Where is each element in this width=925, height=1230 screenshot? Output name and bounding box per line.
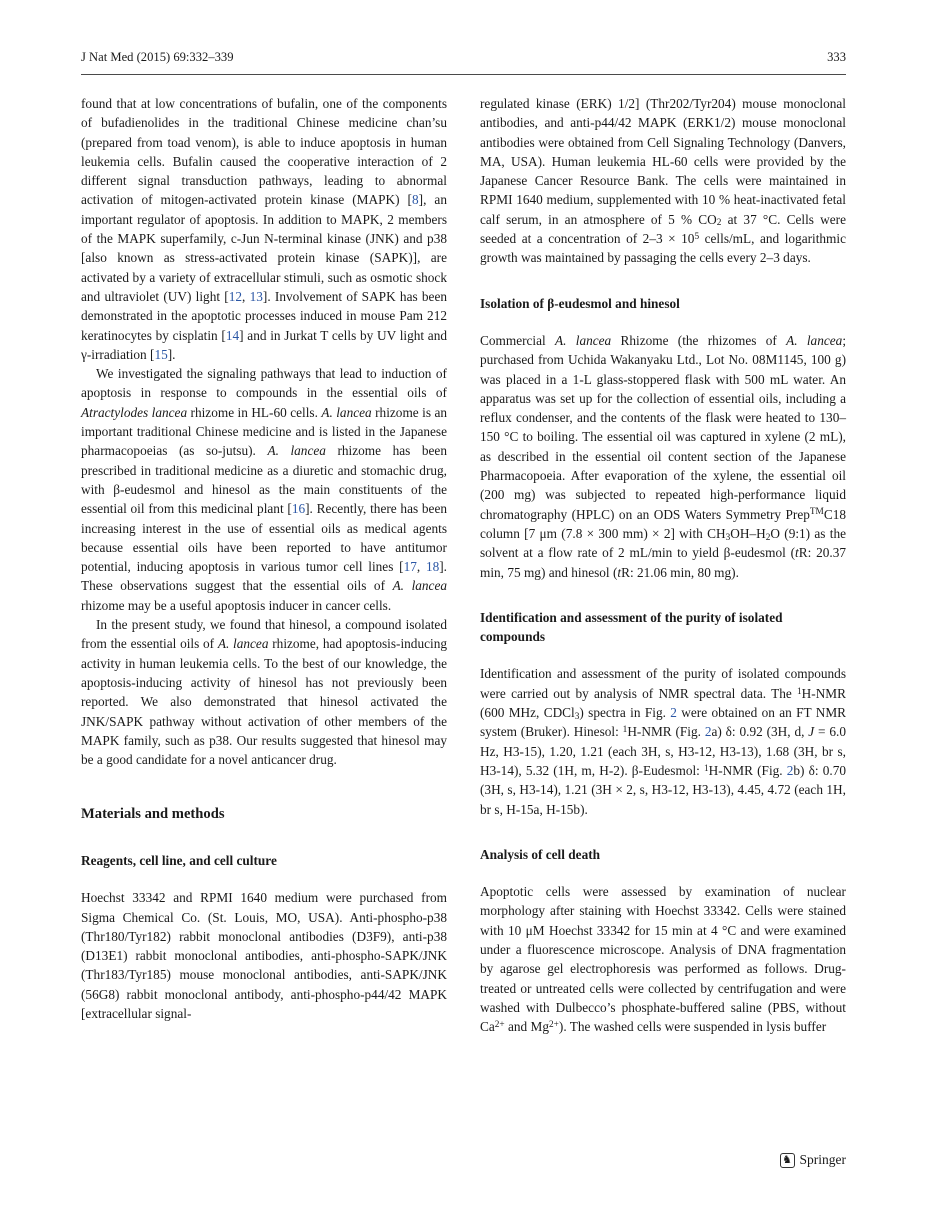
subsection-heading: Isolation of β-eudesmol and hinesol xyxy=(480,295,680,311)
superscript: 2+ xyxy=(549,1019,559,1030)
springer-wordmark: Springer xyxy=(799,1152,846,1167)
subsection-heading: Analysis of cell death xyxy=(480,846,601,862)
italic-term: t xyxy=(617,564,622,580)
superscript: 5 xyxy=(694,231,700,242)
springer-logo xyxy=(780,1152,847,1168)
italic-term: J xyxy=(808,724,815,740)
italic-term: t xyxy=(795,545,799,561)
superscript: 1 xyxy=(704,763,709,774)
superscript: TM xyxy=(809,507,824,518)
subscript: 2 xyxy=(716,218,722,229)
two-column-body xyxy=(81,94,846,1036)
italic-term: A. lancea xyxy=(217,636,269,652)
journal-header xyxy=(81,0,846,75)
italic-term: A. lancea xyxy=(392,578,448,594)
italic-term: A. lancea xyxy=(786,332,843,348)
paragraph: regulated kinase (ERK) 1/2] (Thr202/Tyr204) mouse monoclonal antibodies, and anti-p44/42 MAPK (ERK1/2) mouse monoclonal antibodies were obtained from Cell Signaling Technology (Danvers, MA, USA). Human leukemia HL-60 cells were provided by the Japanese Cancer Resource Bank. The cells were maintained in RPMI 1640 medium, supplemented with 10 % heat-inactivated fetal calf serum, in an atmosphere of 5 % $CO_2$ at 37 °C. Cells were seeded at a concentration of $2-3 \times 10^5$ cells/mL, and logarithmic growth was maintained by passaging the cells every 2–3 days. xyxy=(480,96,846,266)
citation-link[interactable]: 17 xyxy=(403,559,417,575)
citation-link[interactable]: 12 xyxy=(228,288,243,304)
citation-link[interactable]: 2 xyxy=(704,724,712,740)
superscript: 1 xyxy=(622,725,628,736)
subsection-heading: Reagents, cell line, and cell culture xyxy=(81,852,277,868)
journal-reference: J Nat Med (2015) 69:332–339 xyxy=(81,50,234,64)
paragraph: Hoechst 33342 and RPMI 1640 medium were purchased from Sigma Chemical Co. (St. Louis, MO, USA). Anti-phospho-p38 (Thr180/Tyr182) rabbit monoclonal antibodies (D3F9), anti-p38 (D13E1) rabbit monoclonal antibodies, anti-phospho-SAPK/JNK (Thr183/Tyr185) mouse monoclonal antibodies, anti-SAPK/JNK (56G8) rabbit monoclonal antibody, anti-phospho-p44/42 MAPK [extracellular signal- xyxy=(81,890,447,1022)
citation-link[interactable]: 18 xyxy=(425,559,440,575)
journal-page xyxy=(81,0,846,1036)
subscript: 3 xyxy=(574,711,580,722)
citation-link[interactable]: 8 xyxy=(412,192,419,208)
citation-link[interactable]: 14 xyxy=(225,327,240,343)
paragraph: Apoptotic cells were assessed by examination of nuclear morphology after staining with Hoechst 33342. Cells were stained with 10 μM Hoechst 33342 for 15 min at 4 °C and were examined under a fluorescence microscope. Analysis of DNA fragmentation by agarose gel electrophoresis was performed as follows. Drug-treated or untreated cells were collected by centrifugation and were washed with Dulbecco’s phosphate-buffered saline (PBS, without $Ca^{2+}$ and $Mg^{2+}$). The washed cells were suspended in lysis buffer xyxy=(480,884,846,1035)
citation-link[interactable]: 15 xyxy=(154,346,168,362)
citation-link[interactable]: 13 xyxy=(249,288,263,304)
citation-link[interactable]: 2 xyxy=(670,705,677,721)
paragraph: found that at low concentrations of bufalin, one of the components of bufadienolides in the traditional Chinese medicine chan’su (prepared from toad venom), is able to induce apoptosis in human leukemia cells. Bufalin caused the cooperative interaction of 2 different signal transduction pathways, leading to abnormal activation of mitogen-activated protein kinase (MAPK) [8], an important regulator of apoptosis. In addition to MAPK, 2 members of the MAPK superfamily, c-Jun N-terminal kinase (JNK) and p38 [also known as stress-activated protein kinase (SAPK)], are activated by a variety of extracellular stimuli, such as osmotic shock and ultraviolet (UV) light [12, 13]. Involvement of SAPK has been demonstrated in the apoptotic processes induced in mouse Pam 212 keratinocytes by cisplatin [14] and in Jurkat T cells by UV light and γ-irradiation [15]. xyxy=(81,96,447,362)
subscript: 3 xyxy=(725,532,731,543)
superscript: 1 xyxy=(797,686,802,697)
citation-link[interactable]: 16 xyxy=(291,501,306,517)
italic-term: Atractylodes lancea xyxy=(81,404,188,420)
paragraph: Commercial A. lancea Rhizome (the rhizomes of A. lancea; purchased from Uchida Wakanyaku Ltd., Lot No. 08M1145, 100 g) was placed in a 1-L glass-stoppered flask with 500 mL water. An apparatus was set up for the collection of essential oils, including a reflux condenser, and the contents of the flask were heated to 130–150 °C to boiling. The essential oil was captured in xylene (2 mL), as described in the essential oil content section of the Japanese Pharmacopoeia. After evaporation of the xylene, the essential oil (200 mg) was subjected to repeated high-performance liquid chromatography (HPLC) on an ODS Waters Symmetry Prep™C18 column [7 μm (7.8 × 300 mm) × 2] with $CH_3OH-H_2O$ (9:1) as the solvent at a flow rate of 2 mL/min to yield β-eudesmol (tR: 20.37 min, 75 mg) and hinesol (tR: 21.06 min, 80 mg). xyxy=(480,332,847,580)
paragraph: Identification and assessment of the purity of isolated compounds were carried out by analysis of NMR spectral data. The $^1$H-NMR (600 MHz, CDCl$_3$) spectra in Fig. 2 were obtained on an FT NMR system (Bruker). Hinesol: $^1$H-NMR (Fig. 2a) δ: 0.92 (3H, d, J = 6.0 Hz, H3-15), 1.20, 1.21 (each 3H, s, H3-12, H3-13), 1.68 (3H, br s, H3-14), 5.32 (1H, m, H-2). β-Eudesmol: $^1$H-NMR (Fig. 2b) δ: 0.70 (3H, s, H3-14), 1.21 (3H × 2, s, H3-12, H3-13), 4.45, 4.72 (each 1H, br s, H-15a, H-15b). xyxy=(480,666,847,817)
subscript: 2 xyxy=(765,532,771,543)
springer-knight-icon: ♞ xyxy=(780,1153,795,1168)
italic-term: A. lancea xyxy=(267,443,326,459)
section-heading: Materials and methods xyxy=(81,806,225,823)
subsection-heading: Identification and assessment of the purity of isolated compounds xyxy=(480,609,783,645)
italic-term: A. lancea xyxy=(321,404,372,420)
italic-term: A. lancea xyxy=(555,332,612,348)
left-column xyxy=(81,94,447,1036)
paragraph: We investigated the signaling pathways that lead to induction of apoptosis in response to compounds in the essential oils of Atractylodes lancea rhizome in HL-60 cells. A. lancea rhizome is an important traditional Chinese medicine and is listed in the Japanese pharmacopoeias (as so-jutsu). A. lancea rhizome has been prescribed in traditional medicine as a diuretic and stomachic drug, with β-eudesmol and hinesol as the main constituents of the essential oil from this medicinal plant [16]. Recently, there has been increasing interest in the use of essential oils as medical agents because essential oils have been reported to have antitumor potential, inducing apoptosis in various tumor cell lines [17, 18]. These observations suggest that the essential oils of A. lancea rhizome may be a useful apoptosis inducer in cancer cells. xyxy=(81,366,448,613)
paragraph: In the present study, we found that hinesol, a compound isolated from the essential oils of A. lancea rhizome, had apoptosis-inducing activity in human leukemia cells. To the best of our knowledge, the apoptosis-inducing activity of hinesol has not previously been reported. We also demonstrated that hinesol activated the JNK/SAPK pathway without activation of other members of the MAPK family, such as p38. Our results suggested that hinesol may be a good candidate for a novel anticancer drug. xyxy=(81,617,447,768)
superscript: 2+ xyxy=(494,1019,505,1030)
page-number: 333 xyxy=(827,50,846,64)
right-column xyxy=(480,94,846,1036)
citation-link[interactable]: 2 xyxy=(786,762,794,778)
